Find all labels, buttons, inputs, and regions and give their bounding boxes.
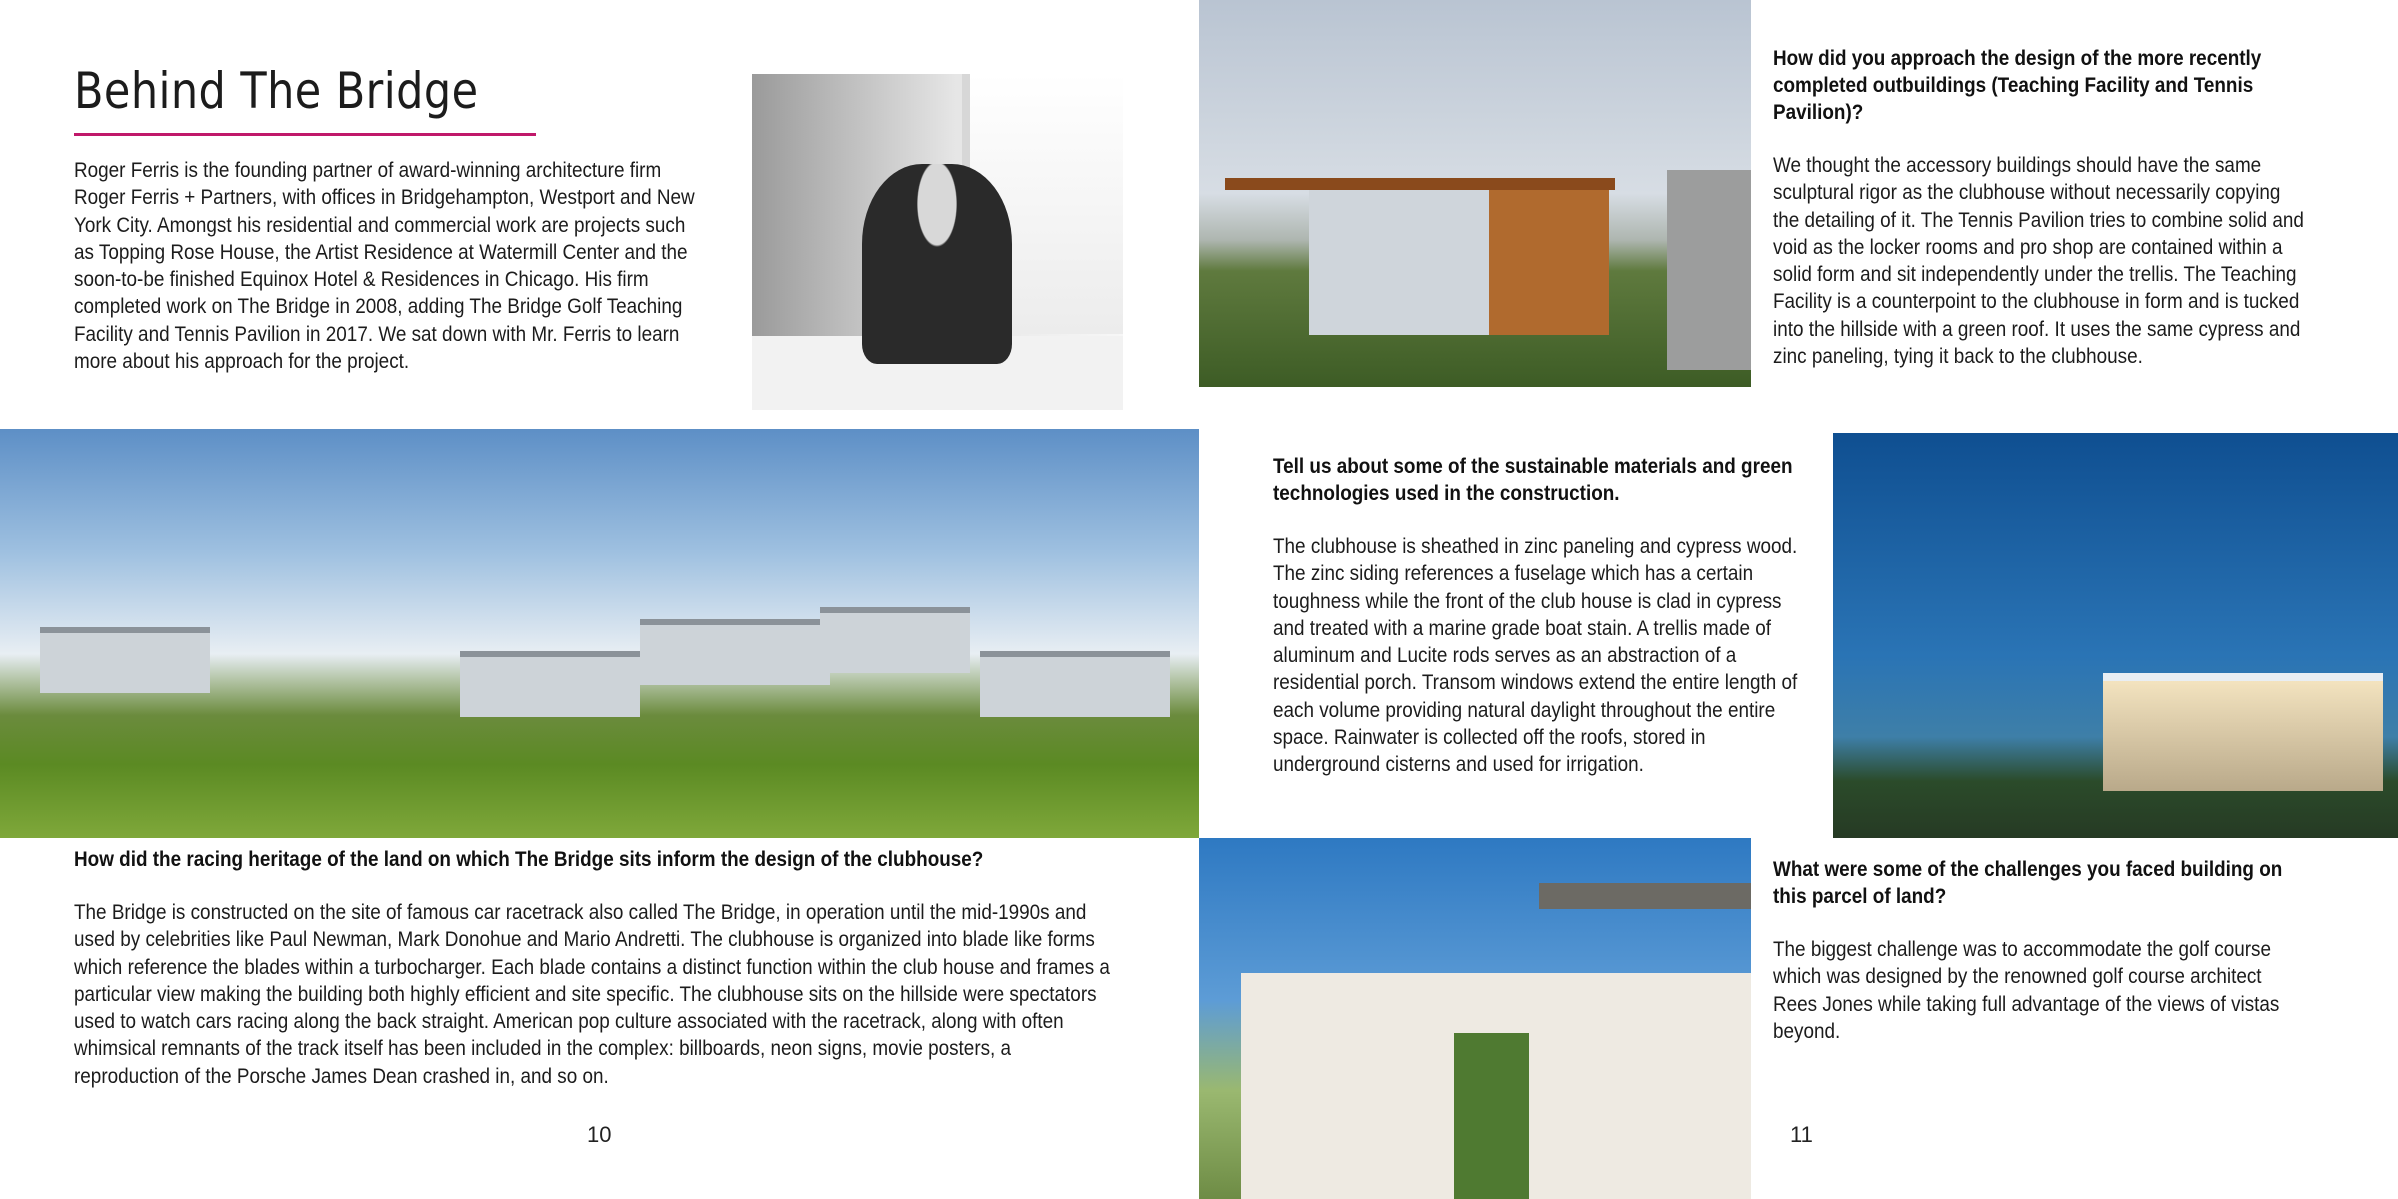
portrait-photo [752,74,1123,410]
clubhouse-photo [0,429,1199,838]
intro-paragraph: Roger Ferris is the founding partner of award-winning architecture firm Roger Ferris + Partners, with offices in Bridgehampton, Westport and New York City. Amongst his residential and commercial work are projects such as Topping Rose House, the Artist Residence at Watermill Center and the soon-to-be finished Equinox Hotel & Residences in Chicago. His firm completed work on The Bridge in 2008, adding The Bridge Golf Teaching Facility and Tennis Pavilion in 2017. We sat down with Mr. Ferris to learn more about his approach for the project. [74,159,695,374]
page-number-left: 10 [587,1122,612,1147]
sustainability-section [1273,453,1863,779]
teaching-facility-dusk-photo [1833,433,2398,838]
question-outbuildings: How did you approach the design of the more recently completed outbuildings (Teaching Facility and Tennis Pavilion)? [1773,47,2262,124]
tennis-pavilion-photo [1199,0,1751,387]
challenges-section [1773,856,2368,1045]
page-title: Behind The Bridge [74,62,479,120]
white-pavilion-photo [1199,838,1751,1199]
outbuildings-section [1773,45,2368,370]
answer-challenges: The biggest challenge was to accommodate the golf course which was designed by the renowned golf course architect Rees Jones while taking full advantage of the views of vistas beyond. [1773,938,2280,1043]
question-challenges: What were some of the challenges you faced building on this parcel of land? [1773,858,2283,908]
question-racing-heritage: How did the racing heritage of the land on which The Bridge sits inform the design of the clubhouse? [74,848,984,871]
answer-racing-heritage: The Bridge is constructed on the site of famous car racetrack also called The Bridge, in operation until the mid-1990s and used by celebrities like Paul Newman, Mark Donohue and Mario Andretti. The clubhouse is organized into blade like forms which reference the blades within a turbocharger. Each blade contains a distinct function within the club house and frames a particular view making the building both highly efficient and site specific. The clubhouse sits on the hillside were spectators used to watch cars racing along the back straight. American pop culture associated with the racetrack, along with often whimsical remnants of the track itself has been included in the complex: billboards, neon signs, movie posters, a reproduction of the Porsche James Dean crashed in, and so on. [74,901,1110,1088]
page-number-right: 11 [1790,1122,1813,1147]
title-underline [74,133,536,136]
answer-outbuildings: We thought the accessory buildings should have the same sculptural rigor as the clubhouse without necessarily copying the detailing of it. The Tennis Pavilion tries to combine solid and void as the locker rooms and pro shop are contained within a solid form and sit independently under the trellis. The Teaching Facility is a counterpoint to the clubhouse in form and is tucked into the hillside with a green roof. It uses the same cypress and zinc paneling, tying it back to the clubhouse. [1773,154,2304,369]
question-sustainability: Tell us about some of the sustainable materials and green technologies used in the construction. [1273,455,1793,505]
racing-heritage-section [74,846,1234,1090]
answer-sustainability: The clubhouse is sheathed in zinc paneling and cypress wood. The zinc siding references a fuselage which has a certain toughness while the front of the club house is clad in cypress and treated with a marine grade boat stain. A trellis made of aluminum and Lucite rods serves as an abstraction of a residential porch. Transom windows extend the entire length of each volume providing natural daylight throughout the entire space. Rainwater is collected off the roofs, stored in underground cisterns and used for irrigation. [1273,535,1798,777]
